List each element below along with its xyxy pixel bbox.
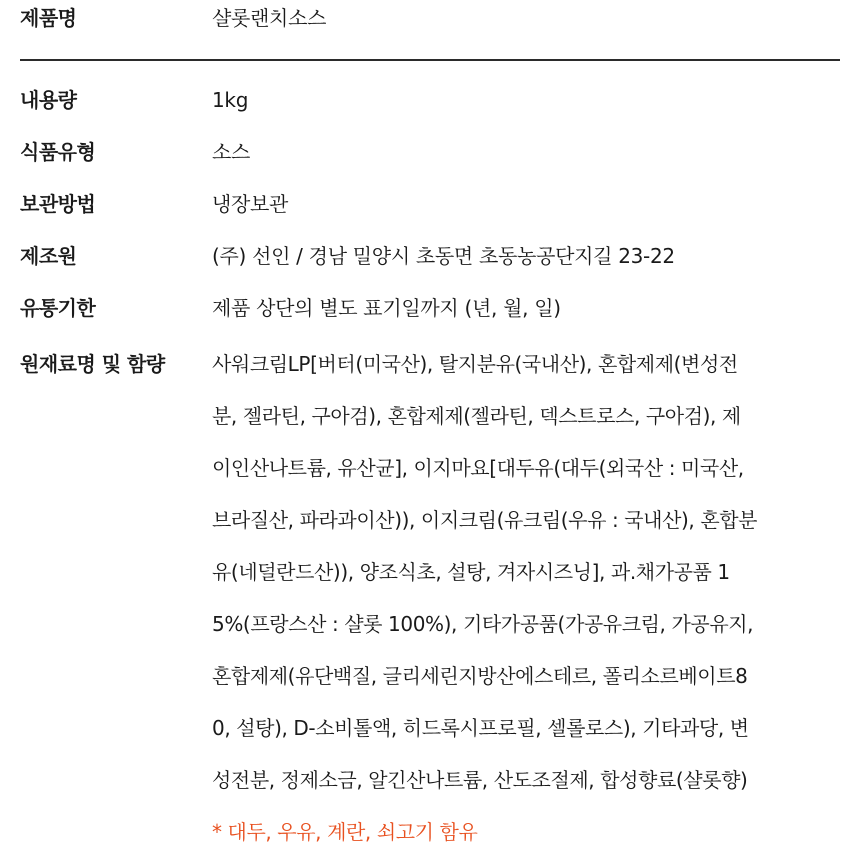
product-name-label: 제품명 xyxy=(20,6,77,30)
ingredients-line: 혼합제제(유단백질, 글리세린지방산에스테르, 폴리소르베이트8 xyxy=(212,664,748,688)
ingredients-line: 브라질산, 파라과이산)), 이지크림(유크림(우유 : 국내산), 혼합분 xyxy=(212,508,758,532)
ingredients-list xyxy=(212,338,837,858)
allergen-note: * 대두, 우유, 계란, 쇠고기 함유 xyxy=(212,820,478,844)
ingredients-line: 분, 젤라틴, 구아검), 혼합제제(젤라틴, 덱스트로스, 구아검), 제 xyxy=(212,404,741,428)
manufacturer-value: (주) 선인 / 경남 밀양시 초동면 초동농공단지길 23-22 xyxy=(212,244,675,268)
ingredients-line: 0, 설탕), D-소비톨액, 히드록시프로필, 셀롤로스), 기타과당, 변 xyxy=(212,716,749,740)
storage-method-value: 냉장보관 xyxy=(212,192,289,216)
expiration-label: 유통기한 xyxy=(20,296,96,320)
product-name-value: 샬롯랜치소스 xyxy=(212,6,327,30)
food-type-label: 식품유형 xyxy=(20,140,96,164)
content-amount-value: 1kg xyxy=(212,88,249,112)
manufacturer-label: 제조원 xyxy=(20,244,77,268)
header-divider xyxy=(20,59,840,61)
ingredients-line: 성전분, 정제소금, 알긴산나트륨, 산도조절제, 합성향료(샬롯향) xyxy=(212,768,748,792)
food-type-value: 소스 xyxy=(212,140,251,164)
content-amount-label: 내용량 xyxy=(20,88,77,112)
expiration-value: 제품 상단의 별도 표기일까지 (년, 월, 일) xyxy=(212,296,561,320)
ingredients-line: 사워크림LP[버터(미국산), 탈지분유(국내산), 혼합제제(변성전 xyxy=(212,352,738,376)
ingredients-line: 5%(프랑스산 : 샬롯 100%), 기타가공품(가공유크림, 가공유지, xyxy=(212,612,754,636)
ingredients-line: 이인산나트륨, 유산균], 이지마요[대두유(대두(외국산 : 미국산, xyxy=(212,456,744,480)
storage-method-label: 보관방법 xyxy=(20,192,96,216)
ingredients-label: 원재료명 및 함량 xyxy=(20,352,165,376)
ingredients-line: 유(네덜란드산)), 양조식초, 설탕, 겨자시즈닝], 과.채가공품 1 xyxy=(212,560,730,584)
